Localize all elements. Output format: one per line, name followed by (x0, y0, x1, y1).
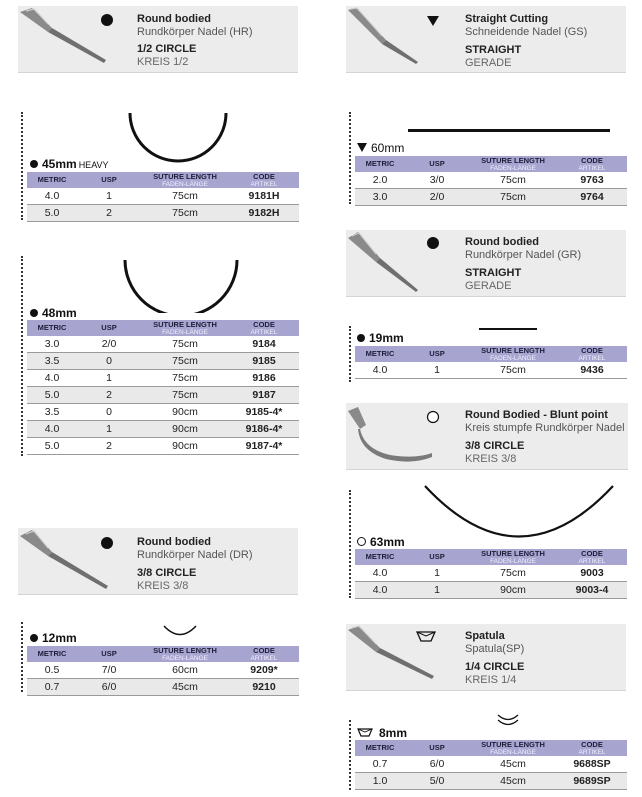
usp-cell: 7/0 (77, 662, 141, 679)
needle-shape: STRAIGHT (465, 267, 522, 279)
metric-cell: 4.0 (355, 582, 405, 599)
spatula-icon (357, 728, 373, 737)
suture-length-cell: 90cm (469, 582, 557, 599)
needle-photo-icon (346, 6, 436, 72)
curved-needle-diagram (496, 713, 520, 729)
needle-header-blunt-point (346, 403, 628, 470)
usp-cell: 3/0 (405, 172, 469, 189)
table-row (355, 582, 627, 599)
metric-cell: 5.0 (27, 387, 77, 404)
suture-length-cell: 60cm (141, 662, 229, 679)
table-row (27, 404, 299, 421)
needle-shape-de: GERADE (465, 280, 512, 292)
col-usp: USP (77, 172, 141, 188)
suture-length-cell: 45cm (469, 756, 557, 773)
filled-circle-icon (100, 13, 114, 27)
col-metric: METRIC (355, 156, 405, 172)
metric-cell: 4.0 (27, 188, 77, 205)
needle-shape: 3/8 CIRCLE (465, 440, 525, 452)
needle-name: Spatula (465, 630, 505, 642)
table-row (27, 679, 299, 696)
section-divider (21, 622, 23, 692)
metric-cell: 3.5 (27, 353, 77, 370)
needle-name: Round bodied (137, 13, 211, 25)
col-usp: USP (77, 320, 141, 336)
suture-length-cell: 75cm (141, 370, 229, 387)
product-table (27, 646, 299, 696)
needle-name: Round bodied (137, 536, 211, 548)
section-divider (21, 256, 23, 456)
table-row (27, 438, 299, 455)
needle-photo-icon (18, 6, 108, 72)
suture-length-cell: 75cm (141, 353, 229, 370)
col-code: CODE ARTIKEL (557, 156, 627, 172)
usp-cell: 2 (77, 438, 141, 455)
filled-circle-icon (426, 236, 440, 250)
size-label: 45mm HEAVY (30, 157, 109, 171)
needle-shape-de: GERADE (465, 57, 512, 69)
col-code: CODE ARTIKEL (557, 549, 627, 565)
half-circle-needle-diagram (120, 255, 242, 313)
usp-cell: 1 (77, 421, 141, 438)
needle-header-gr (346, 230, 626, 297)
col-code: CODE ARTIKEL (557, 740, 627, 756)
code-cell: 9764 (557, 189, 627, 206)
section-divider (349, 490, 351, 598)
metric-cell: 0.5 (27, 662, 77, 679)
suture-length-cell: 75cm (469, 172, 557, 189)
code-cell: 9184 (229, 336, 299, 353)
metric-cell: 5.0 (27, 438, 77, 455)
col-suture: SUTURE LENGTH FADEN-LÄNGE (141, 320, 229, 336)
section-divider (21, 112, 23, 220)
suture-length-cell: 75cm (469, 565, 557, 582)
needle-name-de: Rundkörper Nadel (GR) (465, 249, 582, 261)
suture-length-cell: 75cm (141, 188, 229, 205)
straight-needle-diagram (479, 328, 537, 330)
col-usp: USP (405, 156, 469, 172)
needle-header-gs (346, 6, 626, 73)
needle-name-de: Schneidende Nadel (GS) (465, 26, 588, 38)
needle-photo-icon (18, 528, 108, 594)
table-row (27, 387, 299, 404)
needle-shape-de: KREIS 1/4 (465, 674, 517, 686)
col-suture: SUTURE LENGTH FADEN-LÄNGE (469, 156, 557, 172)
metric-cell: 3.0 (355, 189, 405, 206)
code-cell: 9689SP (557, 773, 627, 790)
metric-cell: 1.0 (355, 773, 405, 790)
product-table (355, 156, 627, 206)
usp-cell: 1 (77, 188, 141, 205)
size-label: 19mm (357, 331, 404, 345)
metric-cell: 3.5 (27, 404, 77, 421)
product-table (27, 320, 299, 455)
needle-name-de: Rundkörper Nadel (HR) (137, 26, 253, 38)
metric-cell: 2.0 (355, 172, 405, 189)
metric-cell: 3.0 (27, 336, 77, 353)
needle-photo-icon (346, 230, 436, 296)
needle-header-spatula (346, 624, 626, 691)
suture-length-cell: 75cm (141, 205, 229, 222)
code-cell: 9763 (557, 172, 627, 189)
suture-length-cell: 90cm (141, 421, 229, 438)
size-label: 60mm (357, 141, 404, 155)
usp-cell: 1 (405, 582, 469, 599)
code-cell: 9185-4* (229, 404, 299, 421)
usp-cell: 6/0 (77, 679, 141, 696)
section-divider (349, 720, 351, 790)
curved-needle-diagram (422, 483, 616, 547)
needle-shape: 1/4 CIRCLE (465, 661, 525, 673)
needle-name: Round bodied (465, 236, 539, 248)
needle-name-de: Spatula(SP) (465, 643, 525, 655)
code-cell: 9210 (229, 679, 299, 696)
metric-cell: 0.7 (355, 756, 405, 773)
usp-cell: 5/0 (405, 773, 469, 790)
code-cell: 9688SP (557, 756, 627, 773)
needle-photo-icon (346, 403, 436, 469)
code-cell: 9181H (229, 188, 299, 205)
straight-needle-diagram (408, 129, 610, 132)
usp-cell: 1 (405, 362, 469, 379)
product-table (355, 549, 627, 599)
down-triangle-icon (357, 143, 367, 152)
usp-cell: 2 (77, 205, 141, 222)
table-row (27, 205, 299, 222)
code-cell: 9185 (229, 353, 299, 370)
code-cell: 9003 (557, 565, 627, 582)
table-row (355, 756, 627, 773)
open-circle-icon (426, 410, 440, 424)
section-divider (349, 112, 351, 204)
needle-name-de: Rundkörper Nadel (DR) (137, 549, 253, 561)
col-metric: METRIC (27, 320, 77, 336)
table-row (27, 188, 299, 205)
col-usp: USP (77, 646, 141, 662)
size-label: 48mm (30, 306, 77, 320)
section-divider (349, 326, 351, 382)
code-cell: 9209* (229, 662, 299, 679)
suture-length-cell: 75cm (141, 387, 229, 404)
needle-name: Round Bodied - Blunt point (465, 409, 608, 421)
usp-cell: 2/0 (405, 189, 469, 206)
half-circle-needle-diagram (125, 110, 231, 166)
col-metric: METRIC (27, 646, 77, 662)
suture-length-cell: 90cm (141, 438, 229, 455)
usp-cell: 1 (77, 370, 141, 387)
suture-length-cell: 75cm (469, 362, 557, 379)
table-row (27, 336, 299, 353)
table-row (27, 421, 299, 438)
table-row (27, 662, 299, 679)
product-table (355, 740, 627, 790)
code-cell: 9187 (229, 387, 299, 404)
col-code: CODE ARTIKEL (229, 172, 299, 188)
suture-length-cell: 75cm (141, 336, 229, 353)
col-metric: METRIC (355, 346, 405, 362)
table-row (355, 362, 627, 379)
table-row (355, 565, 627, 582)
col-suture: SUTURE LENGTH FADEN-LÄNGE (469, 740, 557, 756)
usp-cell: 0 (77, 404, 141, 421)
usp-cell: 2/0 (77, 336, 141, 353)
size-label: 12mm (30, 631, 77, 645)
code-cell: 9186 (229, 370, 299, 387)
needle-name: Straight Cutting (465, 13, 549, 25)
col-usp: USP (405, 740, 469, 756)
col-metric: METRIC (27, 172, 77, 188)
col-suture: SUTURE LENGTH FADEN-LÄNGE (469, 549, 557, 565)
needle-name-de: Kreis stumpfe Rundkörper Nadel (465, 422, 625, 434)
suture-length-cell: 90cm (141, 404, 229, 421)
code-cell: 9186-4* (229, 421, 299, 438)
metric-cell: 0.7 (27, 679, 77, 696)
table-row (27, 353, 299, 370)
usp-cell: 6/0 (405, 756, 469, 773)
metric-cell: 4.0 (27, 421, 77, 438)
product-table (27, 172, 299, 222)
col-metric: METRIC (355, 549, 405, 565)
product-table (355, 346, 627, 379)
table-row (355, 773, 627, 790)
code-cell: 9003-4 (557, 582, 627, 599)
needle-shape-de: KREIS 3/8 (465, 453, 517, 465)
size-label: 8mm (357, 726, 407, 740)
col-suture: SUTURE LENGTH FADEN-LÄNGE (141, 172, 229, 188)
usp-cell: 0 (77, 353, 141, 370)
suture-length-cell: 45cm (469, 773, 557, 790)
usp-cell: 2 (77, 387, 141, 404)
needle-header-dr (18, 528, 298, 595)
curved-needle-diagram (162, 623, 198, 639)
metric-cell: 5.0 (27, 205, 77, 222)
col-metric: METRIC (355, 740, 405, 756)
col-code: CODE ARTIKEL (557, 346, 627, 362)
suture-length-cell: 45cm (141, 679, 229, 696)
needle-header-hr (18, 6, 298, 73)
table-row (355, 189, 627, 206)
col-code: CODE ARTIKEL (229, 646, 299, 662)
code-cell: 9182H (229, 205, 299, 222)
col-code: CODE ARTIKEL (229, 320, 299, 336)
col-suture: SUTURE LENGTH FADEN-LÄNGE (141, 646, 229, 662)
metric-cell: 4.0 (355, 565, 405, 582)
needle-shape: 3/8 CIRCLE (137, 567, 197, 579)
code-cell: 9187-4* (229, 438, 299, 455)
filled-circle-icon (100, 536, 114, 550)
col-usp: USP (405, 346, 469, 362)
col-suture: SUTURE LENGTH FADEN-LÄNGE (469, 346, 557, 362)
metric-cell: 4.0 (355, 362, 405, 379)
suture-length-cell: 75cm (469, 189, 557, 206)
code-cell: 9436 (557, 362, 627, 379)
needle-shape-de: KREIS 1/2 (137, 56, 189, 68)
needle-shape-de: KREIS 3/8 (137, 580, 189, 592)
table-row (355, 172, 627, 189)
spatula-icon (416, 631, 436, 643)
down-triangle-icon (426, 15, 440, 27)
metric-cell: 4.0 (27, 370, 77, 387)
table-row (27, 370, 299, 387)
needle-shape: STRAIGHT (465, 44, 522, 56)
usp-cell: 1 (405, 565, 469, 582)
size-label: 63mm (357, 535, 405, 549)
col-usp: USP (405, 549, 469, 565)
needle-shape: 1/2 CIRCLE (137, 43, 197, 55)
